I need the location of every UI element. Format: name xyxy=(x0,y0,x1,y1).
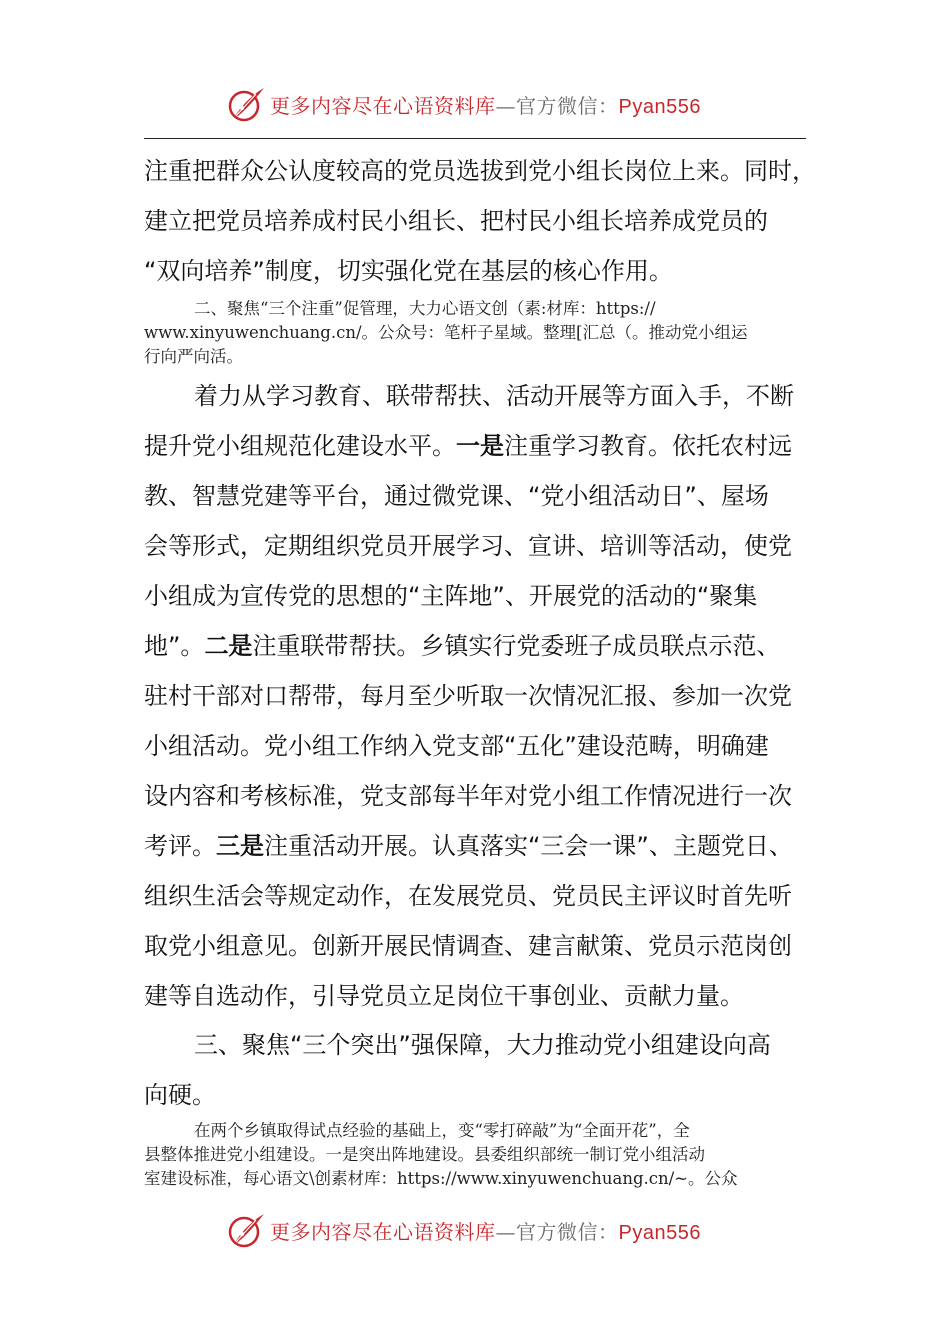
section-heading-line: 行向严向活。 xyxy=(144,347,243,366)
quill-logo-icon xyxy=(226,84,266,124)
body-line: 教、智慧党建等平台，通过微党课、“党小组活动日”、屋场 xyxy=(144,482,769,510)
body-line: 组织生活会等规定动作，在发展党员、党员民主评议时首先听 xyxy=(144,882,792,910)
banner-text: 更多内容尽在心语资料库—官方微信：Pyan556 xyxy=(270,93,701,118)
body-line-small: 县整体推进党小组建设。一是突出阵地建设。县委组织部统一制订党小组活动 xyxy=(144,1145,705,1164)
banner-text: 更多内容尽在心语资料库—官方微信：Pyan556 xyxy=(270,1219,701,1244)
body-line: 会等形式，定期组织党员开展学习、宣讲、培训等活动，使党 xyxy=(144,532,792,560)
body-line-small: 在两个乡镇取得试点经验的基础上，变“零打碎敲”为“全面开花”，全 xyxy=(194,1121,690,1140)
body-line: 建等自选动作，引导党员立足岗位干事创业、贡献力量。 xyxy=(144,982,744,1010)
body-line: 建立把党员培养成村民小组长、把村民小组长培养成党员的 xyxy=(144,207,768,235)
body-line: 设内容和考核标准，党支部每半年对党小组工作情况进行一次 xyxy=(144,782,792,810)
section-heading-line: 二、聚焦“三个注重”促管理，大力心语文创（素:材库：https:// xyxy=(194,299,656,318)
header-banner xyxy=(226,82,726,126)
footer-banner xyxy=(226,1208,726,1252)
body-line: 提升党小组规范化建设水平。一是注重学习教育。依托农村远 xyxy=(144,432,792,460)
header-divider xyxy=(144,138,806,139)
bold-lead: 三是 xyxy=(216,832,264,860)
body-line: 驻村干部对口帮带，每月至少听取一次情况汇报、参加一次党 xyxy=(144,682,792,710)
body-line: 地”。二是注重联带帮扶。乡镇实行党委班子成员联点示范、 xyxy=(144,632,781,660)
body-line-small: 室建设标准，每心语文\创素材库：https://www.xinyuwenchuang.cn/~。公众 xyxy=(144,1169,738,1188)
body-line: 小组活动。党小组工作纳入党支部“五化”建设范畴，明确建 xyxy=(144,732,769,760)
body-line: 取党小组意见。创新开展民情调查、建言献策、党员示范岗创 xyxy=(144,932,792,960)
quill-logo-icon xyxy=(226,1210,266,1250)
body-line: 着力从学习教育、联带帮扶、活动开展等方面入手，不断 xyxy=(194,382,794,410)
bold-lead: 一是 xyxy=(456,432,504,460)
body-line: 小组成为宣传党的思想的“主阵地”、开展党的活动的“聚集 xyxy=(144,582,758,610)
bold-lead: 二是 xyxy=(204,632,253,660)
section-heading-line: www.xinyuwenchuang.cn/。公众号：笔杆子星域。整理[汇总（。推动党小组运 xyxy=(144,323,748,342)
body-line: 注重把群众公认度较高的党员选拔到党小组长岗位上来。同时， xyxy=(144,157,816,185)
body-line: “双向培养”制度，切实强化党在基层的核心作用。 xyxy=(144,257,673,285)
body-line: 考评。三是注重活动开展。认真落实“三会一课”、主题党日、 xyxy=(144,832,793,860)
section-heading-line: 三、聚焦“三个突出”强保障，大力推动党小组建设向高 xyxy=(194,1031,771,1059)
section-heading-line: 向硬。 xyxy=(144,1081,216,1109)
